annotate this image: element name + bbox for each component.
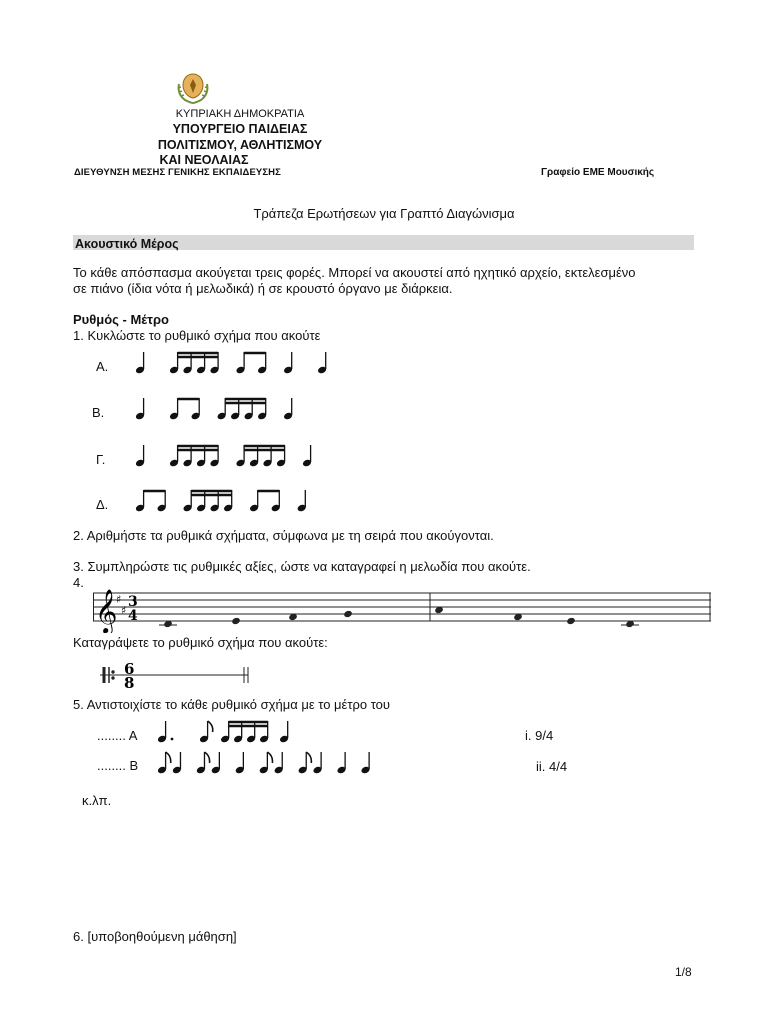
- header-office: Γραφείο ΕΜΕ Μουσικής: [541, 167, 655, 178]
- eighth-flag: [166, 752, 171, 763]
- melody-noteheads: [159, 606, 639, 628]
- q1-option-d-rhythm[interactable]: [134, 486, 364, 516]
- q5-row-a-label[interactable]: ........ Α: [97, 728, 138, 743]
- q1-option-d-notation: [134, 486, 364, 516]
- q5-meter-i: i. 9/4: [525, 728, 554, 743]
- answer-time-signature-top: 6: [124, 660, 135, 678]
- q1-option-b-notation: [134, 394, 364, 424]
- page-number: 1/8: [675, 965, 692, 979]
- q1-option-a-rhythm[interactable]: [134, 348, 364, 378]
- answer-time-signature-bottom: 8: [124, 674, 135, 690]
- header-ministry-line-2: ΠΟΛΙΤΙΣΜΟΥ, ΑΘΛΗΤΙΣΜΟΥ: [157, 138, 323, 152]
- q1-option-a-label: Α.: [96, 359, 109, 374]
- q5-row-a-rhythm: [156, 717, 356, 747]
- q5-row-b-rhythm: [156, 748, 416, 778]
- q4-answer-line[interactable]: [100, 660, 260, 690]
- section-heading: Ακουστικό Μέρος: [75, 237, 179, 251]
- q5-meter-ii: ii. 4/4: [536, 759, 568, 774]
- cyprus-crest-logo: [173, 70, 213, 106]
- q5-row-b-notation: [156, 748, 416, 778]
- eighth-flag: [267, 752, 272, 763]
- augmentation-dot: [171, 738, 174, 741]
- eighth-flag: [208, 721, 213, 732]
- question-3-text: 3. Συμπληρώστε τις ρυθμικές αξίες, ώστε να καταγραφεί η μελωδία που ακούτε.: [73, 559, 531, 574]
- q4-melody-staff: [93, 583, 713, 633]
- question-4-number: 4.: [73, 575, 84, 590]
- question-6-text: 6. [υποβοηθούμενη μάθηση]: [73, 929, 237, 944]
- eighth-flag: [306, 752, 311, 763]
- q1-option-d-label: Δ.: [96, 497, 109, 512]
- header-ministry-line-3: ΚΑΙ ΝΕΟΛΑΙΑΣ: [159, 153, 249, 167]
- q4-caption: Καταγράψετε το ρυθμικό σχήμα που ακούτε:: [73, 635, 328, 650]
- q1-option-b-rhythm[interactable]: [134, 394, 364, 424]
- page-title: Τράπεζα Ερωτήσεων για Γραπτό Διαγώνισμα: [253, 206, 515, 221]
- q1-option-a-notation: [134, 348, 364, 378]
- intro-line-2: σε πιάνο (ίδια νότα ή μελωδικά) ή σε κρουστό όργανο με διάρκεια.: [73, 281, 453, 296]
- question-5-text: 5. Αντιστοιχίστε το κάθε ρυθμικό σχήμα με το μέτρο του: [73, 697, 390, 712]
- q1-option-c-rhythm[interactable]: [134, 441, 364, 471]
- q5-row-a-notation: [156, 717, 356, 747]
- treble-clef-icon: 𝄞: [95, 589, 118, 633]
- section-heading-bar: [73, 235, 694, 250]
- key-signature-sharps: ♯: [116, 593, 122, 606]
- header-republic: ΚΥΠΡΙΑΚΗ ΔΗΜΟΚΡΑΤΙΑ: [175, 108, 305, 120]
- time-signature-top: 3: [128, 594, 138, 610]
- time-signature-bottom: 4: [128, 608, 138, 624]
- intro-line-1: Το κάθε απόσπασμα ακούγεται τρεις φορές. Μπορεί να ακουστεί από ηχητικό αρχείο, εκτελεσμένο: [73, 265, 636, 280]
- q1-option-c-label: Γ.: [96, 452, 106, 467]
- q1-option-c-notation: [134, 441, 364, 471]
- q5-etc: κ.λπ.: [82, 793, 112, 808]
- question-1-text: 1. Κυκλώστε το ρυθμικό σχήμα που ακούτε: [73, 328, 321, 343]
- svg-text:♯: ♯: [121, 604, 127, 617]
- q5-row-b-label[interactable]: ........ Β: [97, 758, 139, 773]
- subsection-heading: Ρυθμός - Μέτρο: [73, 312, 169, 327]
- q1-option-b-label: Β.: [92, 405, 105, 420]
- header-directorate: ΔΙΕΥΘΥΝΣΗ ΜΕΣΗΣ ΓΕΝΙΚΗΣ ΕΚΠΑΙΔΕΥΣΗΣ: [74, 167, 281, 178]
- question-2-text: 2. Αριθμήστε τα ρυθμικά σχήματα, σύμφωνα με τη σειρά που ακούγονται.: [73, 528, 494, 543]
- header-ministry-line-1: ΥΠΟΥΡΓΕΙΟ ΠΑΙΔΕΙΑΣ: [172, 122, 308, 136]
- eighth-flag: [204, 752, 209, 763]
